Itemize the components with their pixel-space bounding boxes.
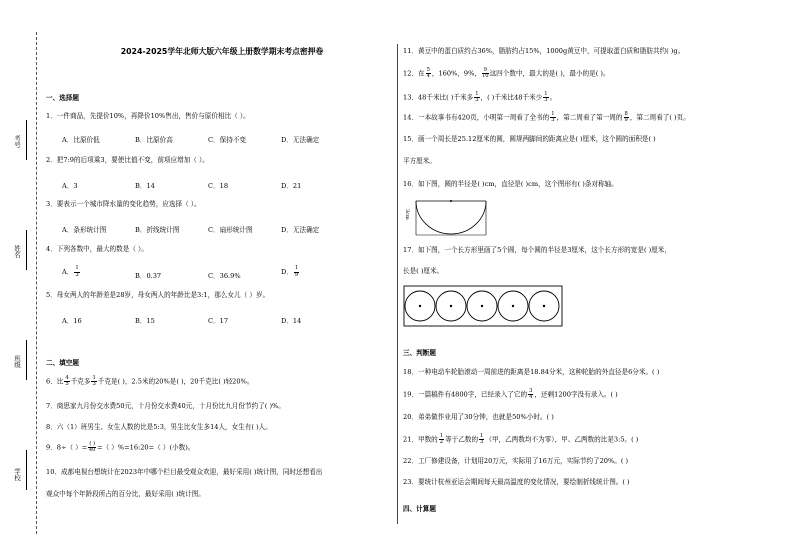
fraction-3-4: $\frac{3}{4}$ <box>529 388 533 401</box>
question-10-line-1: 10．成都电视台想统计在2023年中哪个栏目最受观众欢迎，最好采用( )统计图，同时还想看出 <box>46 468 323 476</box>
question-17-line-2: 长是( )厘米。 <box>403 267 444 275</box>
side-underline <box>26 120 27 160</box>
question-6: 6．比 $\frac{4}{5}$ 千克多 $\frac{1}{3}$ 千克是( )，2.5米的20%是( )，20千克比( )轻20%。 <box>46 375 254 388</box>
question-2-stem: 2．把7:9的后项乘3，要使比值不变，前项应增加（ ）。 <box>46 156 209 164</box>
section-heading-fill: 二、填空题 <box>46 359 79 367</box>
fraction-8-9: $\frac{8}{9}$ <box>624 111 628 124</box>
section-heading-calc: 四、计算题 <box>403 505 436 513</box>
fraction-1-3: $\frac{1}{3}$ <box>475 91 479 104</box>
side-label-xingming: 姓名 <box>13 245 21 258</box>
question-1-option-d: D．无法确定 <box>281 136 320 144</box>
fraction-1-3: $\frac{1}{3}$ <box>92 375 96 388</box>
question-16: 16．如下图，圆的半径是( )cm，直径是( )cm，这个图形有( )条对称轴。 <box>403 180 618 188</box>
question-3-option-c: C．扇形统计图 <box>208 226 253 234</box>
question-4-option-c: C．36.9% <box>208 272 241 280</box>
fraction-blank-40: $\frac{( )}{40}$ <box>88 441 96 454</box>
question-13: 13．48千米比( )千米多 $\frac{1}{3}$ ，( )千米比48千米少 $\frac{1}{3}$ 。 <box>403 91 557 104</box>
fraction-4-5: $\frac{4}{5}$ <box>65 375 69 388</box>
question-12: 12．在 $\frac{5}{4}$ ，160%，9%， $\frac{9}{10}$ 这四个数中，最大的是( )，最小的是( )。 <box>403 67 610 80</box>
semicircle-figure <box>404 199 490 241</box>
question-4-option-d: D． $\frac{1}{9}$ <box>281 265 299 278</box>
question-11: 11．黄豆中的蛋白质约占36%，脂肪约占15%，1000g黄豆中，可提取蛋白质和脂肪共约( )g。 <box>403 47 685 55</box>
center-divider <box>397 44 398 524</box>
fraction-1-3: $\frac{1}{3}$ <box>544 91 548 104</box>
binding-dashed-line <box>36 32 37 534</box>
question-2-option-b: B．14 <box>135 182 155 190</box>
question-8: 8．六（1）班男生、女生人数的比是5:3，男生比女生多14人，女生有( )人。 <box>46 423 272 431</box>
question-1-option-b: B．比原价高 <box>135 136 173 144</box>
question-2-option-c: C．18 <box>208 182 229 190</box>
side-underline <box>26 450 27 490</box>
question-10-line-2: 观众中每个年龄段所占的百分比，最好采用( )统计图。 <box>46 490 205 498</box>
question-3-stem: 3．要表示一个城市降水量的变化趋势，应选择（ ）。 <box>46 200 201 208</box>
question-4-stem: 4．下列各数中，最大的数是（ ）。 <box>46 245 148 253</box>
question-5-option-b: B．15 <box>135 317 155 325</box>
question-1-stem: 1．一件商品，先提价10%，再降价10%售出，售价与原价相比（ ）。 <box>46 112 250 120</box>
question-3-option-b: B．折线统计图 <box>135 226 180 234</box>
question-4-option-a: A． $\frac{1}{3}$ <box>62 265 79 278</box>
fraction-1-3: $\frac{1}{3}$ <box>480 433 484 446</box>
question-5-option-c: C．17 <box>208 317 229 325</box>
question-22: 22．工厂修建设备，计划用20万元，实际用了16万元，实际节约了20%。( ) <box>403 457 629 465</box>
question-23: 23．要统计杭州亚运会期间每天最高温度的变化情况，要绘制折线统计图。( ) <box>403 478 630 486</box>
question-5-stem: 5．母女两人的年龄差是28岁，母女两人的年龄比是3:1，那么女儿（ ）岁。 <box>46 291 270 299</box>
question-15-line-2: 平方厘米。 <box>403 157 436 165</box>
side-label-xuexiao: 学校 <box>13 468 21 481</box>
question-4-option-b: B．0.37 <box>135 272 162 280</box>
question-3-option-a: A．条形统计图 <box>62 226 107 234</box>
question-21: 21．甲数的 $\frac{1}{2}$ 等于乙数的 $\frac{1}{3}$ （甲，乙两数均不为零），甲、乙两数的比是3:5。( ) <box>403 433 639 446</box>
question-5-option-d: D．14 <box>281 317 302 325</box>
fraction-1-3: $\frac{1}{3}$ <box>551 111 555 124</box>
fraction-1-9: $\frac{1}{9}$ <box>294 265 299 278</box>
question-9: 9．8÷（ ）= $\frac{( )}{40}$ =（ ）%=16:20=（ ）(小数)。 <box>46 441 195 454</box>
side-label-kaohao: 考号 <box>13 135 21 148</box>
question-19: 19．一篇稿件有4800字，已经录入了它的 $\frac{3}{4}$ ，还剩1200字没有录入。( ) <box>403 388 618 401</box>
question-5-option-a: A．16 <box>62 317 82 325</box>
side-label-banji: 班级 <box>13 355 21 368</box>
question-7: 7．商思家九月份交水费50元，十月份交水费40元，十月份比九月份节约了( )%。 <box>46 402 285 410</box>
fraction-5-4: $\frac{5}{4}$ <box>426 67 430 80</box>
section-heading-judge: 三、判断题 <box>403 349 436 357</box>
five-circles-figure <box>403 285 563 331</box>
side-underline <box>26 230 27 270</box>
question-2-option-a: A．3 <box>62 182 78 190</box>
side-underline <box>26 340 27 380</box>
figure-dimension-label: 3cm <box>404 209 410 220</box>
question-1-option-a: A．比原价低 <box>62 136 100 144</box>
question-17-line-1: 17．如下图，一个长方形里画了5个圆，每个圆的半径是3厘米，这个长方形的宽是( )厘米， <box>403 246 671 254</box>
question-3-option-d: D．无法确定 <box>281 226 320 234</box>
fraction-1-3: $\frac{1}{3}$ <box>75 265 79 278</box>
question-18: 18．一种电动车轮胎滚动一周前进的距离是18.84分米，这种轮胎的外直径是6分米。( ) <box>403 368 660 376</box>
section-heading-choice: 一、选择题 <box>46 94 79 102</box>
question-1-option-c: C．保持不变 <box>208 136 247 144</box>
question-15-line-1: 15．画一个周长是25.12厘米的圆，圆规两脚间的距离应是( )厘米，这个圆的面积是( ) <box>403 135 656 143</box>
question-2-option-d: D．21 <box>281 182 302 190</box>
fraction-1-2: $\frac{1}{2}$ <box>439 433 444 446</box>
page-title: 2024-2025学年北师大版六年级上册数学期末考点密押卷 <box>120 47 324 56</box>
question-20: 20．弟弟做作业用了30分钟，也就是50%小时。( ) <box>403 413 554 421</box>
question-14: 14．一本故事书有420页，小明第一周看了全书的 $\frac{1}{3}$ ，第二周看了第一周的 $\frac{8}{9}$ ，第二周看了( )页。 <box>403 111 690 124</box>
fraction-9-10: $\frac{9}{10}$ <box>481 67 489 80</box>
